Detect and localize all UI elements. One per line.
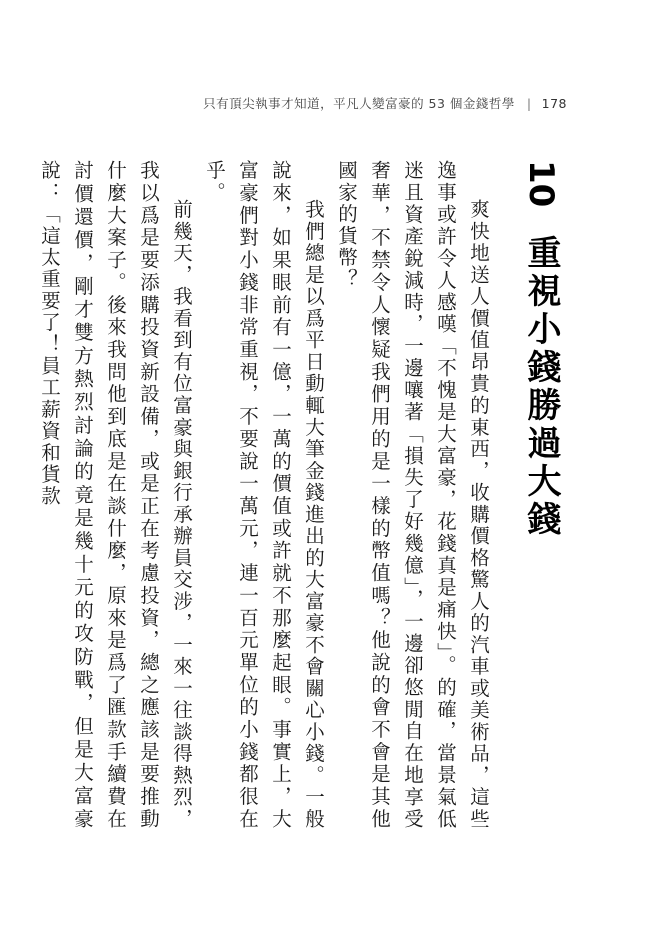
chapter-title: 重視小錢勝過大錢 [521, 235, 561, 540]
page-number: 178 [541, 96, 567, 111]
body-paragraph-3: 前幾天，我看到有位富豪與銀行承辦員交涉，一來一往談得熱烈，我以爲是要添購投資新設備，或是正在考慮投資，總之應該是要推動什麼大案子。後來我問他到底是在談什麼，原來是爲了匯款手續費在討價還價，剛才雙方熱烈討論的竟是幾十元的攻防戰，但是大富豪說：「這太重要了！員工薪資和貨款 [38, 160, 193, 830]
running-header [203, 94, 567, 112]
book-title: 只有頂尖執事才知道，平凡人變富豪的 53 個金錢哲學 [203, 96, 515, 111]
body-paragraph-1: 爽快地送人價值昂貴的東西，收購價格驚人的汽車或美術品，這些逸事或許令人感嘆「不愧是大富豪，花錢真是痛快」。的確，當景氣低迷且資產銳減時，一邊嚷著「損失了好幾億」，一邊卻悠閒自在地享受奢華，不禁令人懷疑我們用的是一樣的幣值嗎？他說的會不會是其他國家的貨幣？ [335, 160, 490, 830]
body-paragraph-2: 我們總是以爲平日動輒大筆金錢進出的大富豪不會關心小錢。一般說來，如果眼前有一億，一萬的價值或許就不那麼起眼。事實上，大富豪們對小錢非常重視，不要說一萬元，連一百元單位的小錢都很在乎。 [203, 160, 325, 830]
vertical-text-block [33, 160, 565, 830]
chapter-number: 10 [521, 160, 561, 208]
header-separator: | [526, 96, 532, 111]
chapter-heading [517, 160, 565, 830]
